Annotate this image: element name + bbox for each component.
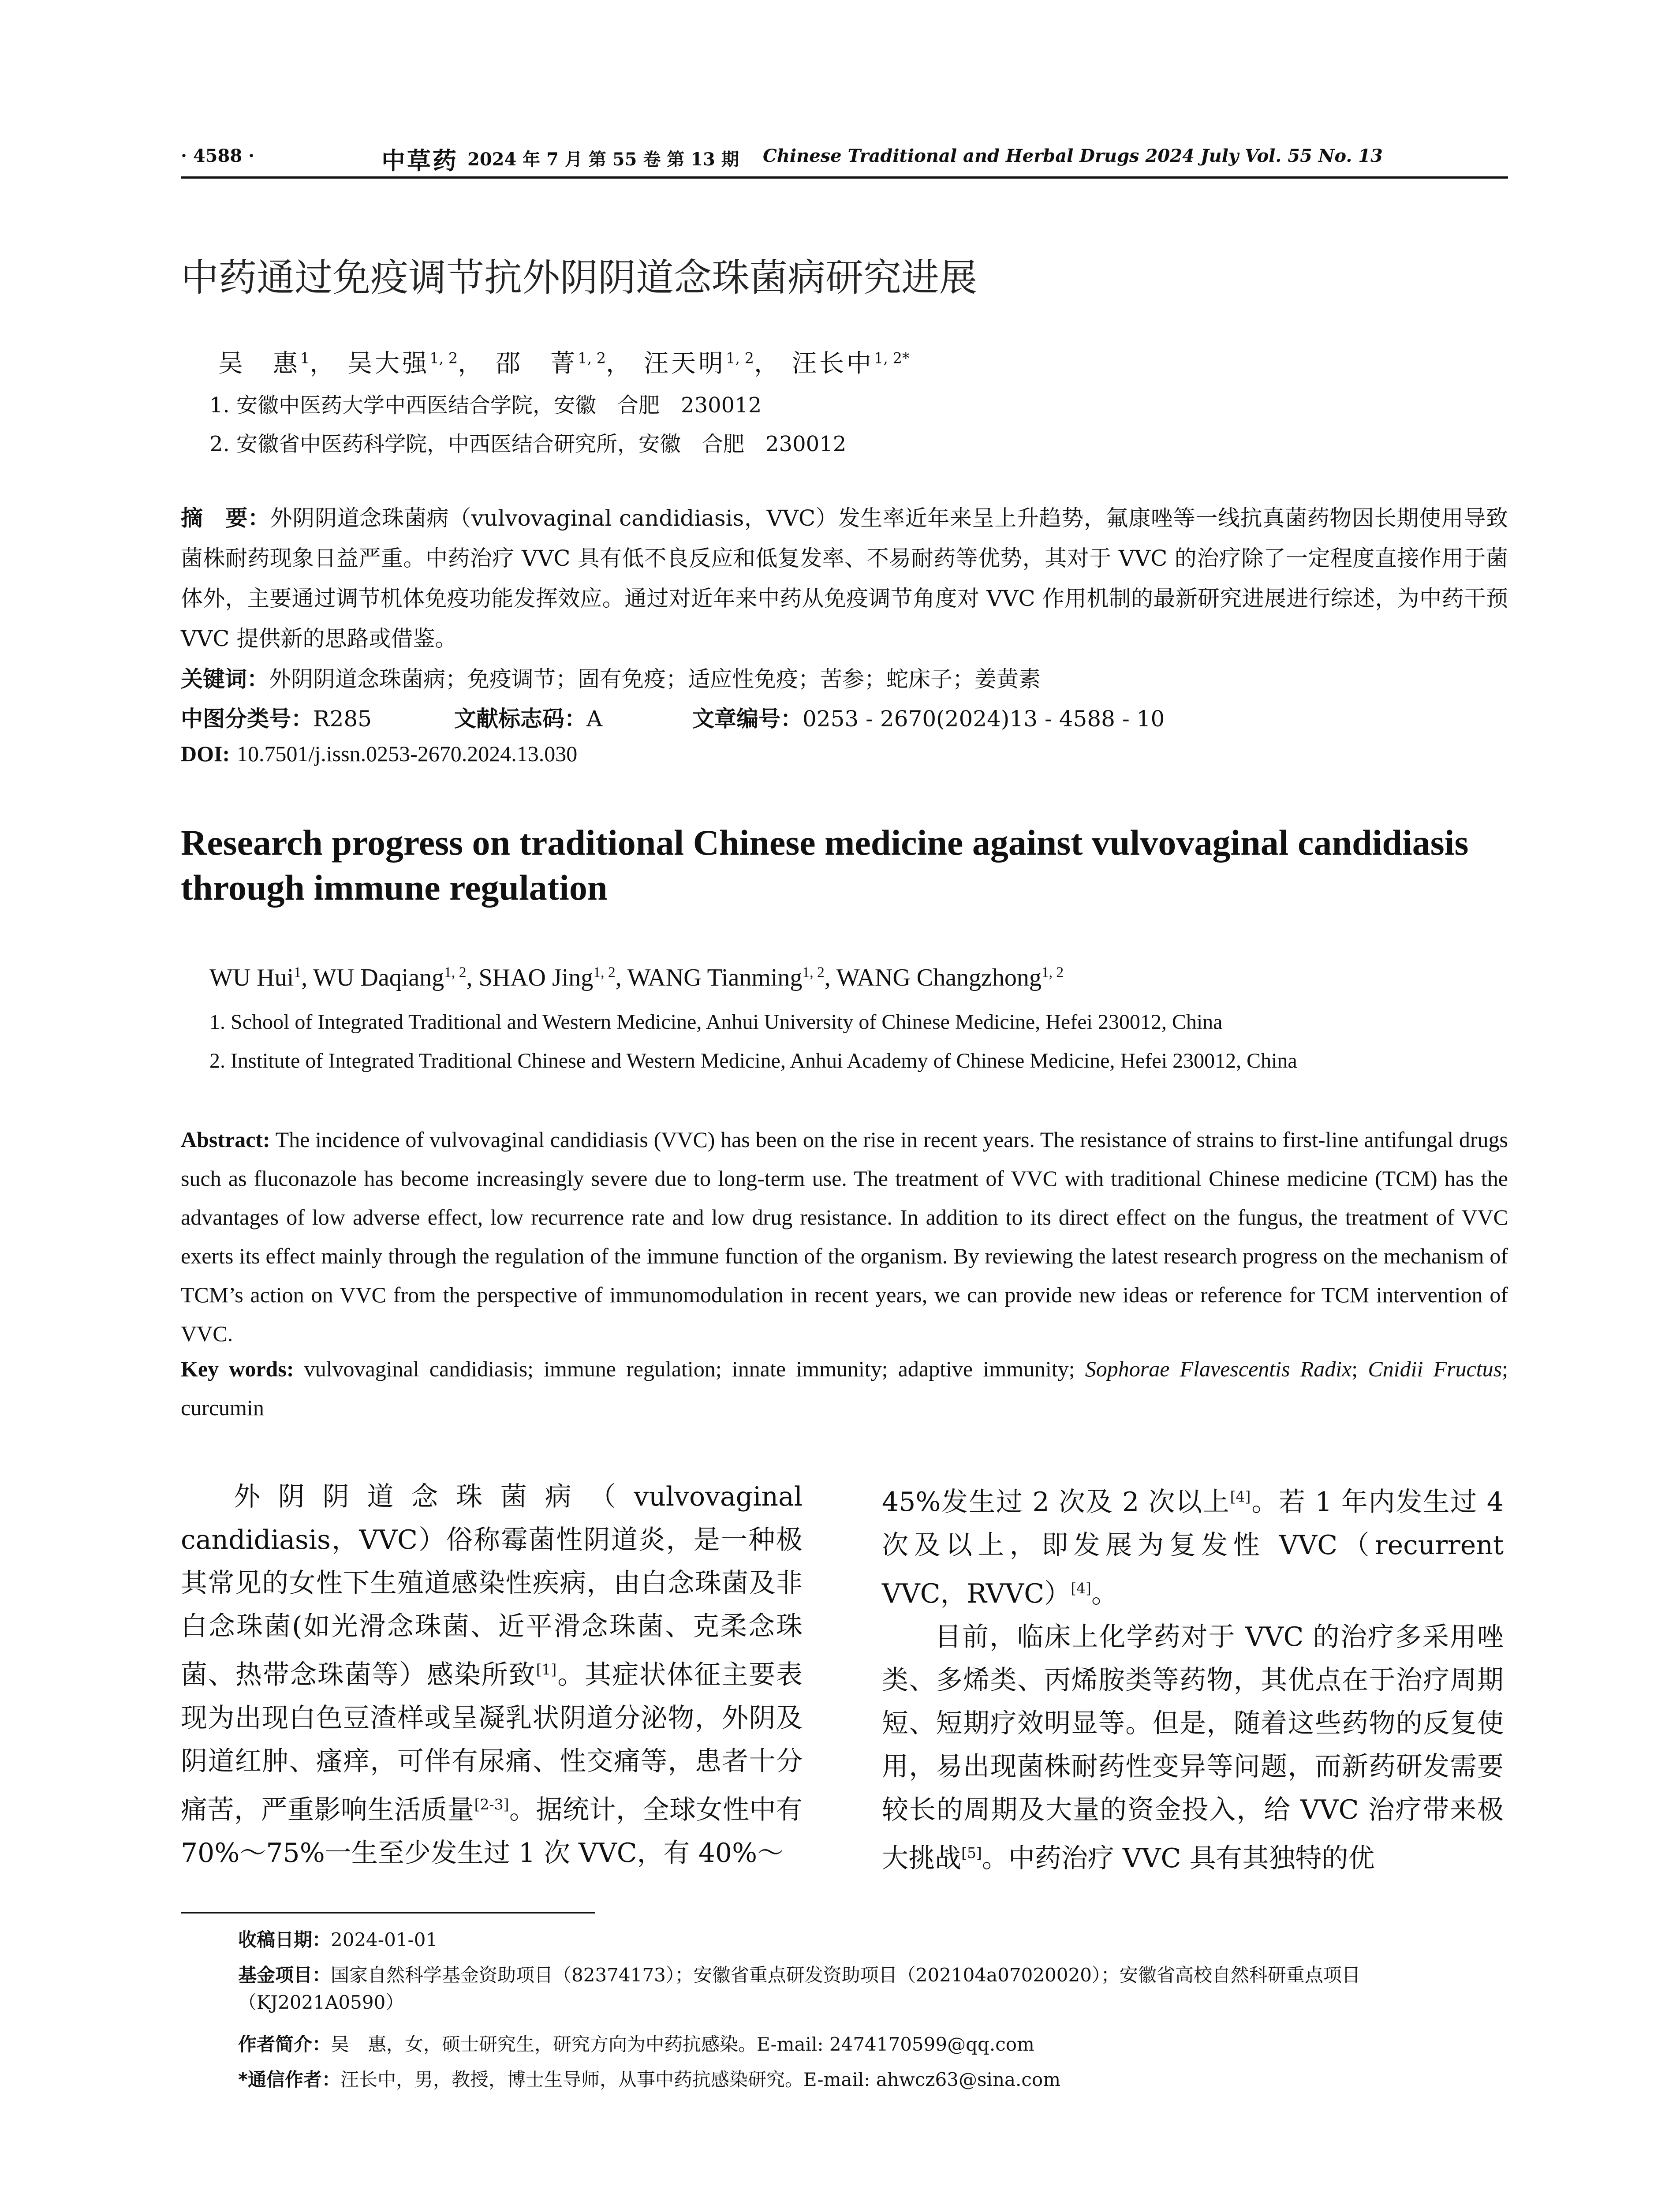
keyword-separator: ; [1351,1357,1358,1381]
clc-value: R285 [313,706,372,732]
abstract-text-cn: 外阴阴道念珠菌病（vulvovaginal candidiasis，VVC）发生率近年来呈上升趋势，氟康唑等一线抗真菌药物因长期使用导致菌株耐药现象日益严重。中药治疗 VVC 具有低不良反应和低复发率、不易耐药等优势，其对于 VVC 的治疗除了一定程度直接作用于菌体外，主要通过调节机体免疫功能发挥效应。通过对近年来中药从免疫调节角度对 VVC 作用机制的最新研究进展进行综述，为中药干预 VVC 提供新的思路或借鉴。 [181,505,1508,651]
affiliation-cn-1: 1. 安徽中医药大学中西医结合学院，安徽 合肥 230012 [209,393,762,418]
doi-label: DOI: [181,741,230,766]
page-number: · 4588 · [181,146,255,166]
author-affiliation-mark: 1, 2 [593,964,616,981]
author-list-cn: 吴 惠$^1$， 吴大强$^{1, 2}$， 邵 菁$^{1, 2}$， 汪天明$^{1, 2}$， 汪长中$^{1, 2*}$ [218,349,910,378]
author-name: 邵 菁 [496,349,578,378]
abstract-label-cn: 摘 要： [181,505,270,531]
clc-number [181,701,372,733]
author-name: 吴 惠 [218,349,300,378]
affiliation-cn-2: 2. 安徽省中医药科学院，中西医结合研究所，安徽 合肥 230012 [209,432,847,456]
body-text: 。中药治疗 VVC 具有其独特的优 [982,1843,1375,1874]
author-affiliation-mark: 1, 2 [578,349,606,367]
citation[interactable]: [2-3] [474,1796,509,1813]
footnote-label: 作者简介： [238,2033,331,2055]
body-paragraph [181,1475,803,1875]
body-text: 外阴阴道念珠菌病（vulvovaginal candidiasis，VVC）俗称霉菌性阴道炎，是一种极其常见的女性下生殖道感染性疾病，由白念珠菌及非白念珠菌(如光滑念珠菌、近平滑念珠菌、克柔念珠菌、热带念珠菌等）感染所致 [181,1481,803,1690]
abstract-text-en: The incidence of vulvovaginal candidiasis (VVC) has been on the rise in recent years. The resistance of strains to first-line antifungal drugs such as fluconazole has become increasingly severe due to long-term use. The treatment of VVC with traditional Chinese medicine (TCM) has the advantages of low adverse effect, low recurrence rate and low drug resistance. In addition to its direct effect on the fungus, the treatment of VVC exerts its effect mainly through the regulation of the immune function of the organism. By reviewing the latest research progress on the mechanism of TCM’s action on VVC from the perspective of immunomodulation in recent years, we can provide new ideas or reference for TCM intervention of VVC. [181,1127,1508,1346]
body-text: 45%发生过 2 次及 2 次以上 [882,1487,1230,1517]
affiliation-en-1: 1. School of Integrated Traditional and Western Medicine, Anhui University of Chinese Medicine, Hefei 230012, China [209,1010,1223,1034]
footnote-text: 吴 惠，女，硕士研究生，研究方向为中药抗感染。E-mail: 2474170599@qq.com [331,2033,1034,2055]
document-code [454,701,602,733]
author-name: WU Hui [209,964,294,991]
author-name: 吴大强 [347,349,430,378]
keywords-cn [181,662,1041,693]
abstract-cn [181,498,1508,659]
body-column-right [882,1475,1504,1880]
author-name: WU Daqiang [313,964,444,991]
issue-info-cn: 2024 年 7 月 第 55 卷 第 13 期 [467,149,739,170]
keywords-label-en: Key words: [181,1357,294,1381]
keywords-en [181,1349,1508,1427]
footnote-label: *通信作者： [238,2069,340,2090]
doi [181,741,577,766]
clc-label: 中图分类号： [181,706,313,732]
footnote-text: 2024-01-01 [331,1929,438,1951]
affiliation-en-2: 2. Institute of Integrated Traditional Chinese and Western Medicine, Anhui Academy of Chinese Medicine, Hefei 230012, China [209,1049,1297,1073]
author-affiliation-mark: 1, 2 [444,964,467,981]
document-code-label: 文献标志码： [454,706,586,732]
article-id-value: 0253 - 2670(2024)13 - 4588 - 10 [803,706,1165,732]
citation[interactable]: [4] [1071,1580,1091,1597]
keywords-text-en-end: ; curcumin [181,1357,1508,1420]
keyword-italic: Cnidii Fructus [1368,1357,1502,1381]
body-text: 。据统计，全球女性中有 70%～75%一生至少发生过 1 次 VVC，有 40%～ [181,1794,803,1869]
keywords-text-cn: 外阴阴道念珠菌病；免疫调节；固有免疫；适应性免疫；苦参；蛇床子；姜黄素 [269,666,1041,692]
author-name: SHAO Jing [478,964,594,991]
author-list-en: WU Hui$^1$, WU Daqiang$^{1, 2}$, SHAO Jing$^{1, 2}$, WANG Tianming$^{1, 2}$, WANG Changzhong$^{1, 2}$ [209,964,1064,991]
footnote-funding [238,1962,1508,2016]
footnote-text: 汪长中，男，教授，博士生导师，从事中药抗感染研究。E-mail: ahwcz63@sina.com [340,2069,1061,2090]
document-code-value: A [586,706,603,732]
body-text: 。若 1 年内发生过 4 次及以上，即发展为复发性 VVC（recurrent VVC，RVVC） [882,1487,1504,1609]
author-affiliation-mark: 1 [294,964,302,981]
issue-info-en: Chinese Traditional and Herbal Drugs 2024 July Vol. 55 No. 13 [763,146,1383,166]
body-text: 。 [1091,1578,1118,1609]
article-id [692,701,1165,733]
abstract-label-en: Abstract: [181,1127,270,1152]
author-affiliation-mark: 1, 2 [1041,964,1064,981]
footnote-corresponding-author [238,2066,1060,2093]
author-affiliation-mark: 1, 2 [429,349,458,367]
author-affiliation-mark: 1 [300,349,310,367]
footnote-text: 国家自然科学基金资助项目（82374173）；安徽省重点研发资助项目（202104a07020020）；安徽省高校自然科研重点项目（KJ2021A0590） [238,1964,1360,2013]
footnote-label: 收稿日期： [238,1929,331,1951]
journal-logo: 中草药 [381,146,458,175]
keyword-italic: Sophorae Flavescentis Radix [1085,1357,1352,1381]
footnote-author-bio [238,2031,1034,2058]
footnote-label: 基金项目： [238,1964,331,1986]
author-affiliation-mark: 1, 2* [874,349,910,367]
citation[interactable]: [5] [961,1844,982,1861]
author-name: WANG Tianming [627,964,803,991]
author-name: WANG Changzhong [836,964,1042,991]
body-text: 。其症状体征主要表现为出现白色豆渣样或呈凝乳状阴道分泌物，外阴及阴道红肿、瘙痒，可伴有尿痛、性交痛等，患者十分痛苦，严重影响生活质量 [181,1659,803,1825]
body-paragraph [882,1615,1504,1880]
abstract-en [181,1120,1508,1353]
citation[interactable]: [4] [1230,1488,1251,1505]
body-text: 目前，临床上化学药对于 VVC 的治疗多采用唑类、多烯类、丙烯胺类等药物，其优点在于治疗周期短、短期疗效明显等。但是，随着这些药物的反复使用，易出现菌株耐药性变异等问题，而新药研发需要较长的周期及大量的资金投入，给 VVC 治疗带来极大挑战 [882,1622,1504,1874]
paper-title-en: Research progress on traditional Chinese medicine against vulvovaginal candidiasis through immune regulation [181,822,1469,908]
keywords-label-cn: 关键词： [181,666,269,692]
doi-value: 10.7501/j.issn.0253-2670.2024.13.030 [237,741,578,766]
body-paragraph [882,1475,1504,1615]
author-affiliation-mark: 1, 2 [802,964,825,981]
body-column-left [181,1475,803,1875]
citation[interactable]: [1] [536,1661,557,1678]
author-name: 汪天明 [643,349,726,378]
author-name: 汪长中 [791,349,874,378]
paper-title-cn: 中药通过免疫调节抗外阴阴道念珠菌病研究进展 [181,256,977,300]
footnote-rule [181,1912,595,1913]
footnote-received [238,1926,437,1954]
author-affiliation-mark: 1, 2 [725,349,754,367]
article-id-label: 文章编号： [692,706,803,732]
keywords-text-en: vulvovaginal candidiasis; immune regulation; innate immunity; adaptive immunity; [304,1357,1075,1381]
header-rule [181,176,1508,179]
